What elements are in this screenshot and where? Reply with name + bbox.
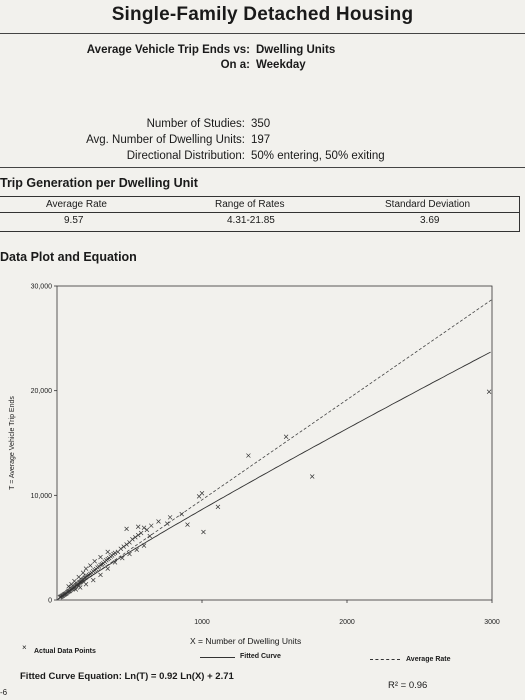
data-point xyxy=(148,534,152,538)
data-point xyxy=(78,585,82,589)
legend-points-label: Actual Data Points xyxy=(34,648,96,655)
fitted-curve xyxy=(59,352,491,599)
data-point xyxy=(119,547,123,551)
data-point xyxy=(149,524,153,528)
data-point xyxy=(142,544,146,548)
data-point xyxy=(136,525,140,529)
data-point xyxy=(487,390,491,394)
data-point xyxy=(125,527,129,531)
data-point xyxy=(310,474,314,478)
data-point xyxy=(168,515,172,519)
plot-frame xyxy=(57,286,492,600)
x-tick-label: 3000 xyxy=(484,619,500,626)
y-tick-label: 30,000 xyxy=(30,283,52,291)
legend-fitted-line xyxy=(200,657,235,658)
data-point xyxy=(142,526,146,530)
distribution-label: Directional Distribution: xyxy=(126,150,245,162)
data-point xyxy=(99,555,103,559)
metric-label: Average Vehicle Trip Ends vs: xyxy=(86,44,250,56)
on-value: Weekday xyxy=(256,59,306,71)
data-point xyxy=(135,548,139,552)
legend-average-line xyxy=(370,659,400,660)
trip-generation-title: Trip Generation per Dwelling Unit xyxy=(0,176,198,190)
data-point xyxy=(165,522,169,526)
y-axis-title: T = Average Vehicle Trip Ends xyxy=(9,396,16,490)
avg-units-label: Avg. Number of Dwelling Units: xyxy=(86,134,245,146)
data-point xyxy=(106,550,110,554)
page-mark: -6 xyxy=(0,688,8,697)
data-plot-title: Data Plot and Equation xyxy=(0,250,137,264)
data-point xyxy=(180,512,184,516)
data-point xyxy=(84,582,88,586)
metric-value: Dwelling Units xyxy=(256,44,336,56)
data-point xyxy=(157,520,161,524)
average-rate-line xyxy=(57,300,492,600)
data-point xyxy=(130,537,134,541)
data-point xyxy=(145,528,149,532)
r-squared: R² = 0.96 xyxy=(388,680,428,691)
data-point xyxy=(84,567,88,571)
data-point xyxy=(246,454,250,458)
data-point xyxy=(106,567,110,571)
range-of-rates-header: Range of Rates xyxy=(215,199,285,210)
studies-label: Number of Studies: xyxy=(146,118,245,130)
data-point xyxy=(136,533,140,537)
fitted-equation: Fitted Curve Equation: Ln(T) = 0.92 Ln(X) + 2.71 xyxy=(20,671,234,682)
range-of-rates-value: 4.31-21.85 xyxy=(227,215,275,226)
average-rate-value: 9.57 xyxy=(64,215,84,226)
distribution-value: 50% entering, 50% exiting xyxy=(251,150,385,162)
data-point xyxy=(88,563,92,567)
data-point xyxy=(133,535,137,539)
y-tick-label: 0 xyxy=(48,597,52,605)
data-point xyxy=(125,543,129,547)
data-point xyxy=(93,559,97,563)
average-rate-header: Average Rate xyxy=(46,199,107,210)
legend-fitted-label: Fitted Curve xyxy=(240,653,281,660)
legend-points-icon: × xyxy=(22,643,27,652)
data-point xyxy=(284,435,288,439)
data-point xyxy=(186,523,190,527)
data-point xyxy=(99,573,103,577)
x-axis-title: X = Number of Dwelling Units xyxy=(190,636,302,646)
on-label: On a: xyxy=(220,59,250,71)
data-point xyxy=(67,584,71,588)
avg-units-value: 197 xyxy=(251,134,271,146)
y-tick-label: 10,000 xyxy=(30,492,52,500)
data-point xyxy=(72,579,76,583)
data-point xyxy=(122,545,126,549)
studies-value: 350 xyxy=(251,118,271,130)
data-point xyxy=(201,530,205,534)
std-deviation-value: 3.69 xyxy=(420,215,440,226)
data-point xyxy=(216,505,220,509)
y-tick-label: 20,000 xyxy=(30,388,52,396)
std-deviation-header: Standard Deviation xyxy=(385,199,471,210)
data-point xyxy=(200,491,204,495)
page-title: Single-Family Detached Housing xyxy=(111,4,414,25)
data-point xyxy=(91,578,95,582)
data-point xyxy=(139,531,143,535)
legend-average-label: Average Rate xyxy=(406,656,451,663)
data-point xyxy=(77,575,81,579)
x-tick-label: 2000 xyxy=(339,619,355,626)
data-point xyxy=(81,571,85,575)
x-tick-label: 1000 xyxy=(194,619,210,626)
